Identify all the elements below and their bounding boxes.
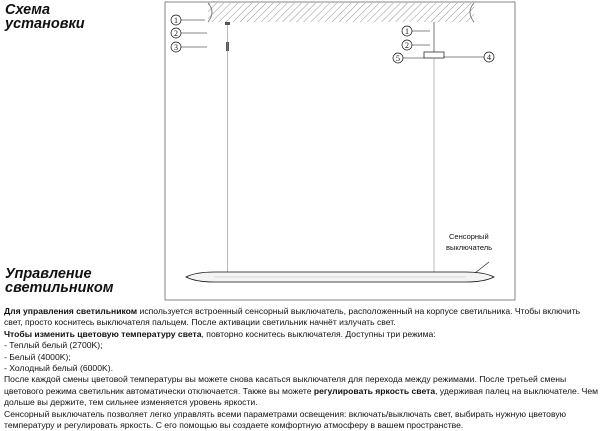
list-item: - Белый (4000K); [4,351,71,362]
diagram-frame [165,2,515,300]
callout-number: 1 [174,16,178,25]
callout-number: 4 [487,53,491,62]
left-callout [171,15,205,25]
paragraph: После каждой смены цветовой температуры вы можете снова касаться выключателя для перехода между режимами. После третьей смены цветового режима светильник автоматически отключается. Также вы можете регулировать яркость света, удерживая палец на выключателе. Чем дольше вы держите, тем сильнее изменяется уровень яркости. [4,374,599,408]
control-heading-line: Управление [5,266,92,282]
paragraph: Сенсорный выключатель позволяет легко управлять всеми параметрами освещения: включать/выключать свет, выбирать нужную цветовую температуру и регулировать яркость. С его помощью вы создаете комфортную атмосферу в вашем пространстве. [4,408,567,431]
right-suspension-cable [424,22,444,272]
left-suspension-cable [225,22,230,272]
right-callout [393,53,424,63]
ceiling [208,3,474,22]
right-callout [444,52,494,62]
left-callout [171,28,207,38]
paragraph: Для управления светильником используется встроенный сенсорный выключатель, расположенный на корпусе светильника. Чтобы включить свет, просто коснитесь выключателя пальцем. После активации светильник начнёт излучать свет. [4,306,581,328]
list-item: - Теплый белый (2700K); [4,340,103,351]
sensor-label: Сенсорный [449,232,489,241]
left-callout [171,42,207,52]
control-heading-line: светильником [5,280,114,296]
callout-number: 2 [405,41,409,50]
sensor-pointer [475,262,489,273]
instructions-text [4,306,598,431]
install-heading-line: Схема [5,2,51,18]
list-item: - Холодный белый (6000K). [4,363,113,374]
paragraph: Чтобы изменить цветовую температуру света, повторно коснитесь выключателя. Доступны три режима: [4,328,436,339]
install-heading-line: установки [5,16,85,32]
right-callout [402,40,430,50]
callout-number: 2 [174,29,178,38]
right-callout [402,26,430,36]
callout-number: 5 [396,54,400,63]
callout-number: 3 [174,43,178,52]
callout-number: 1 [405,27,409,36]
sensor-label: выключатель [446,243,493,252]
